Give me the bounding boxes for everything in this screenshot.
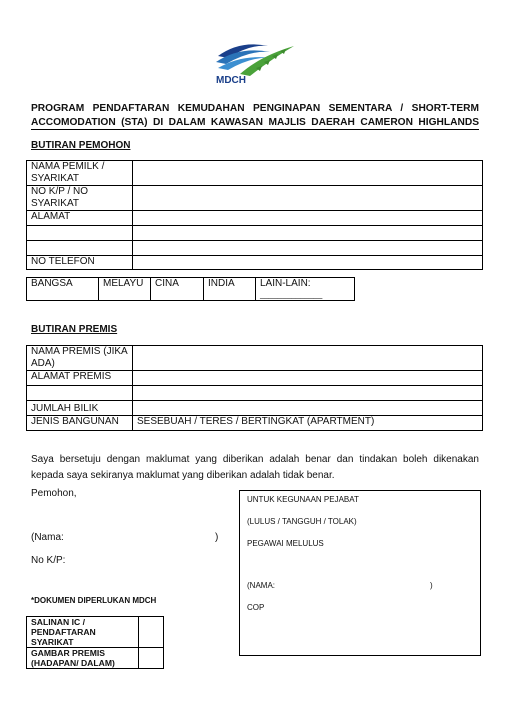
applicant-name-close: ) xyxy=(215,532,219,543)
premises-label-blank xyxy=(27,386,133,401)
owner-name-field[interactable] xyxy=(133,161,483,186)
documents-table xyxy=(26,616,164,669)
premises-table xyxy=(26,345,483,431)
phone-field[interactable] xyxy=(133,256,483,270)
premises-label-address: ALAMAT PREMIS xyxy=(27,371,133,386)
mdch-logo xyxy=(210,34,300,86)
address-field-1[interactable] xyxy=(133,211,483,226)
ic-number-field[interactable] xyxy=(133,186,483,211)
office-status: (LULUS / TANGGUH / TOLAK) xyxy=(247,517,357,526)
race-option-melayu[interactable]: MELAYU xyxy=(99,278,151,301)
office-stamp-label: COP xyxy=(247,603,265,612)
documents-heading: *DOKUMEN DIPERLUKAN MDCH xyxy=(31,596,157,605)
race-table xyxy=(26,277,355,301)
address-field-3[interactable] xyxy=(133,241,483,256)
address-field-2[interactable] xyxy=(133,226,483,241)
applicant-sign-label: Pemohon, xyxy=(31,488,77,499)
premises-name-field[interactable] xyxy=(133,346,483,371)
premises-address-field-1[interactable] xyxy=(133,371,483,386)
document-checkbox-photo[interactable] xyxy=(139,648,164,669)
applicant-ic-label: No K/P: xyxy=(31,555,66,566)
document-item-ic: SALINAN IC / PENDAFTARAN SYARIKAT xyxy=(27,617,139,648)
race-other-blank: ______________ xyxy=(260,289,323,299)
applicant-label-blank-1 xyxy=(27,226,133,241)
race-label: BANGSA xyxy=(27,278,99,301)
logo-text: MDCH xyxy=(216,75,246,86)
office-use-box xyxy=(239,490,481,656)
race-option-india[interactable]: INDIA xyxy=(204,278,256,301)
document-checkbox-ic[interactable] xyxy=(139,617,164,648)
premises-address-field-2[interactable] xyxy=(133,386,483,401)
declaration-text: Saya bersetuju dengan maklumat yang diberikan adalah benar dan tindakan boleh dikenakan kepada saya sekiranya maklumat yang diberikan adalah tidak benar. xyxy=(31,454,479,481)
applicant-label-owner: NAMA PEMILK / SYARIKAT xyxy=(27,161,133,186)
applicant-label-ic: NO K/P / NO SYARIKAT xyxy=(27,186,133,211)
premises-heading: BUTIRAN PREMIS xyxy=(31,324,118,335)
page-title: PROGRAM PENDAFTARAN KEMUDAHAN PENGINAPAN SEMENTARA / SHORT-TERM ACCOMODATION (STA) DI DALAM KAWASAN MAJLIS DAERAH CAMERON HIGHLANDS xyxy=(31,103,479,128)
applicant-heading: BUTIRAN PEMOHON xyxy=(31,140,131,151)
applicant-name-label: (Nama: xyxy=(31,532,64,543)
race-option-other[interactable] xyxy=(256,278,355,301)
applicant-label-blank-2 xyxy=(27,241,133,256)
title-divider xyxy=(31,129,479,130)
building-type-field[interactable]: SESEBUAH / TERES / BERTINGKAT (APARTMENT) xyxy=(133,415,483,430)
office-officer: PEGAWAI MELULUS xyxy=(247,539,324,548)
race-other-label: LAIN-LAIN: xyxy=(260,278,311,289)
premises-label-rooms: JUMLAH BILIK xyxy=(27,401,133,416)
office-title: UNTUK KEGUNAAN PEJABAT xyxy=(247,495,359,504)
office-name-close: ) xyxy=(430,581,433,590)
premises-label-building: JENIS BANGUNAN xyxy=(27,415,133,430)
race-option-cina[interactable]: CINA xyxy=(151,278,204,301)
applicant-label-phone: NO TELEFON xyxy=(27,256,133,270)
premises-label-name: NAMA PREMIS (JIKA ADA) xyxy=(27,346,133,371)
mdch-logo-icon xyxy=(210,34,300,86)
applicant-table xyxy=(26,160,483,270)
office-name-label: (NAMA: xyxy=(247,581,275,590)
applicant-label-address: ALAMAT xyxy=(27,211,133,226)
document-item-photo: GAMBAR PREMIS (HADAPAN/ DALAM) xyxy=(27,648,139,669)
rooms-field[interactable] xyxy=(133,401,483,416)
